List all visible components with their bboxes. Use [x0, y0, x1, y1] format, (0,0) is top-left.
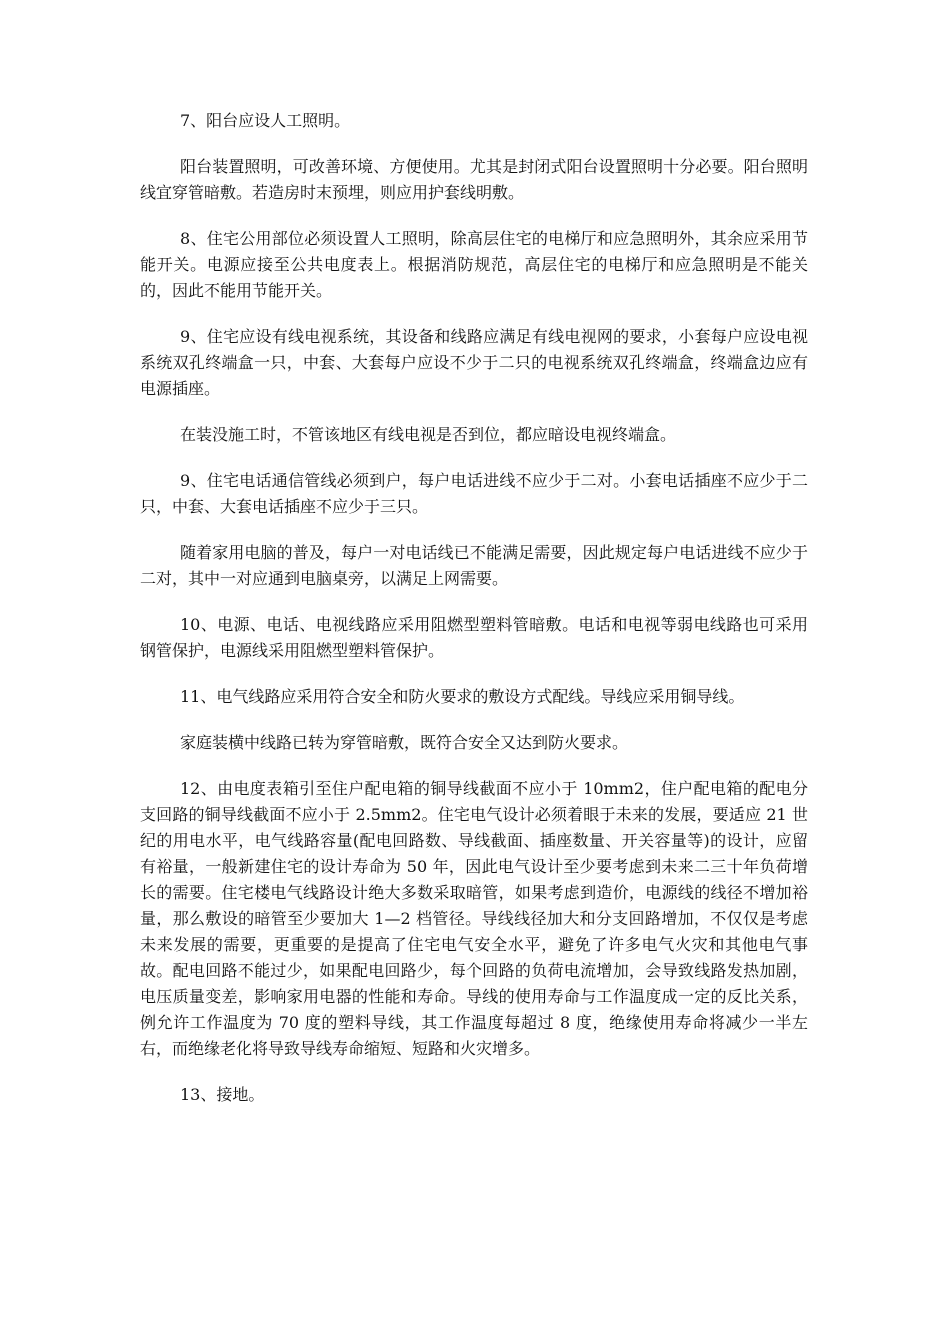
paragraph-item-10: 10、电源、电话、电视线路应采用阻燃型塑料管暗敷。电话和电视等弱电线路也可采用钢管保护，电源线采用阻燃型塑料管保护。 — [140, 615, 808, 660]
document-page — [140, 108, 808, 1128]
paragraph-item-9-tv: 9、住宅应设有线电视系统，其设备和线路应满足有线电视网的要求，小套每户应设电视系统双孔终端盒一只，中套、大套每户应设不少于二只的电视系统双孔终端盒，终端盒边应有电源插座。 — [140, 327, 808, 398]
paragraph-concealed-wiring-note: 家庭装横中线路已转为穿管暗敷，既符合安全又达到防火要求。 — [180, 733, 629, 752]
paragraph-item-7-heading: 7、阳台应设人工照明。 — [180, 111, 351, 130]
paragraph-phone-note: 随着家用电脑的普及，每户一对电话线已不能满足需要，因此规定每户电话进线不应少于二对，其中一对应通到电脑桌旁，以满足上网需要。 — [140, 543, 808, 588]
paragraph-tv-terminal-note: 在装没施工时，不管该地区有线电视是否到位，都应暗设电视终端盒。 — [180, 425, 677, 444]
paragraph-item-13-heading: 13、接地。 — [180, 1085, 265, 1104]
paragraph-item-12: 12、由电度表箱引至住户配电箱的铜导线截面不应小于 10mm2，住户配电箱的配电分支回路的铜导线截面不应小于 2.5mm2。住宅电气设计必须着眼于未来的发展，要适应 21 世纪的用电水平，电气线路容量(配电回路数、导线截面、插座数量、开关容量等)的设计，应留有裕量，一般新建住宅的设计寿命为 50 年，因此电气设计至少要考虑到未来二三十年负荷增长的需要。住宅楼电气线路设计绝大多数采取暗管，如果考虑到造价，电源线的线径不增加裕量，那么敷设的暗管至少要加大 1—2 档管径。导线线径加大和分支回路增加，不仅仅是考虑未来发展的需要，更重要的是提高了住宅电气安全水平，避免了许多电气火灾和其他电气事故。配电回路不能过少，如果配电回路少，每个回路的负荷电流增加，会导致线路发热加剧，电压质量变差，影响家用电器的性能和寿命。导线的使用寿命与工作温度成一定的反比关系，例允许工作温度为 70 度的塑料导线，其工作温度每超过 8 度，绝缘使用寿命将减少一半左右，而绝缘老化将导致导线寿命缩短、短路和火灾增多。 — [140, 779, 808, 1058]
paragraph-item-8: 8、住宅公用部位必须设置人工照明，除高层住宅的电梯厅和应急照明外，其余应采用节能开关。电源应接至公共电度表上。根据消防规范，高层住宅的电梯厅和应急照明是不能关的，因此不能用节能开关。 — [140, 229, 808, 300]
paragraph-balcony-lighting: 阳台装置照明，可改善环境、方便使用。尤其是封闭式阳台设置照明十分必要。阳台照明线宜穿管暗敷。若造房时末预埋，则应用护套线明敷。 — [140, 157, 808, 202]
paragraph-item-9-phone: 9、住宅电话通信管线必须到户，每户电话进线不应少于二对。小套电话插座不应少于二只，中套、大套电话插座不应少于三只。 — [140, 471, 808, 516]
paragraph-item-11: 11、电气线路应采用符合安全和防火要求的敷设方式配线。导线应采用铜导线。 — [180, 687, 745, 706]
